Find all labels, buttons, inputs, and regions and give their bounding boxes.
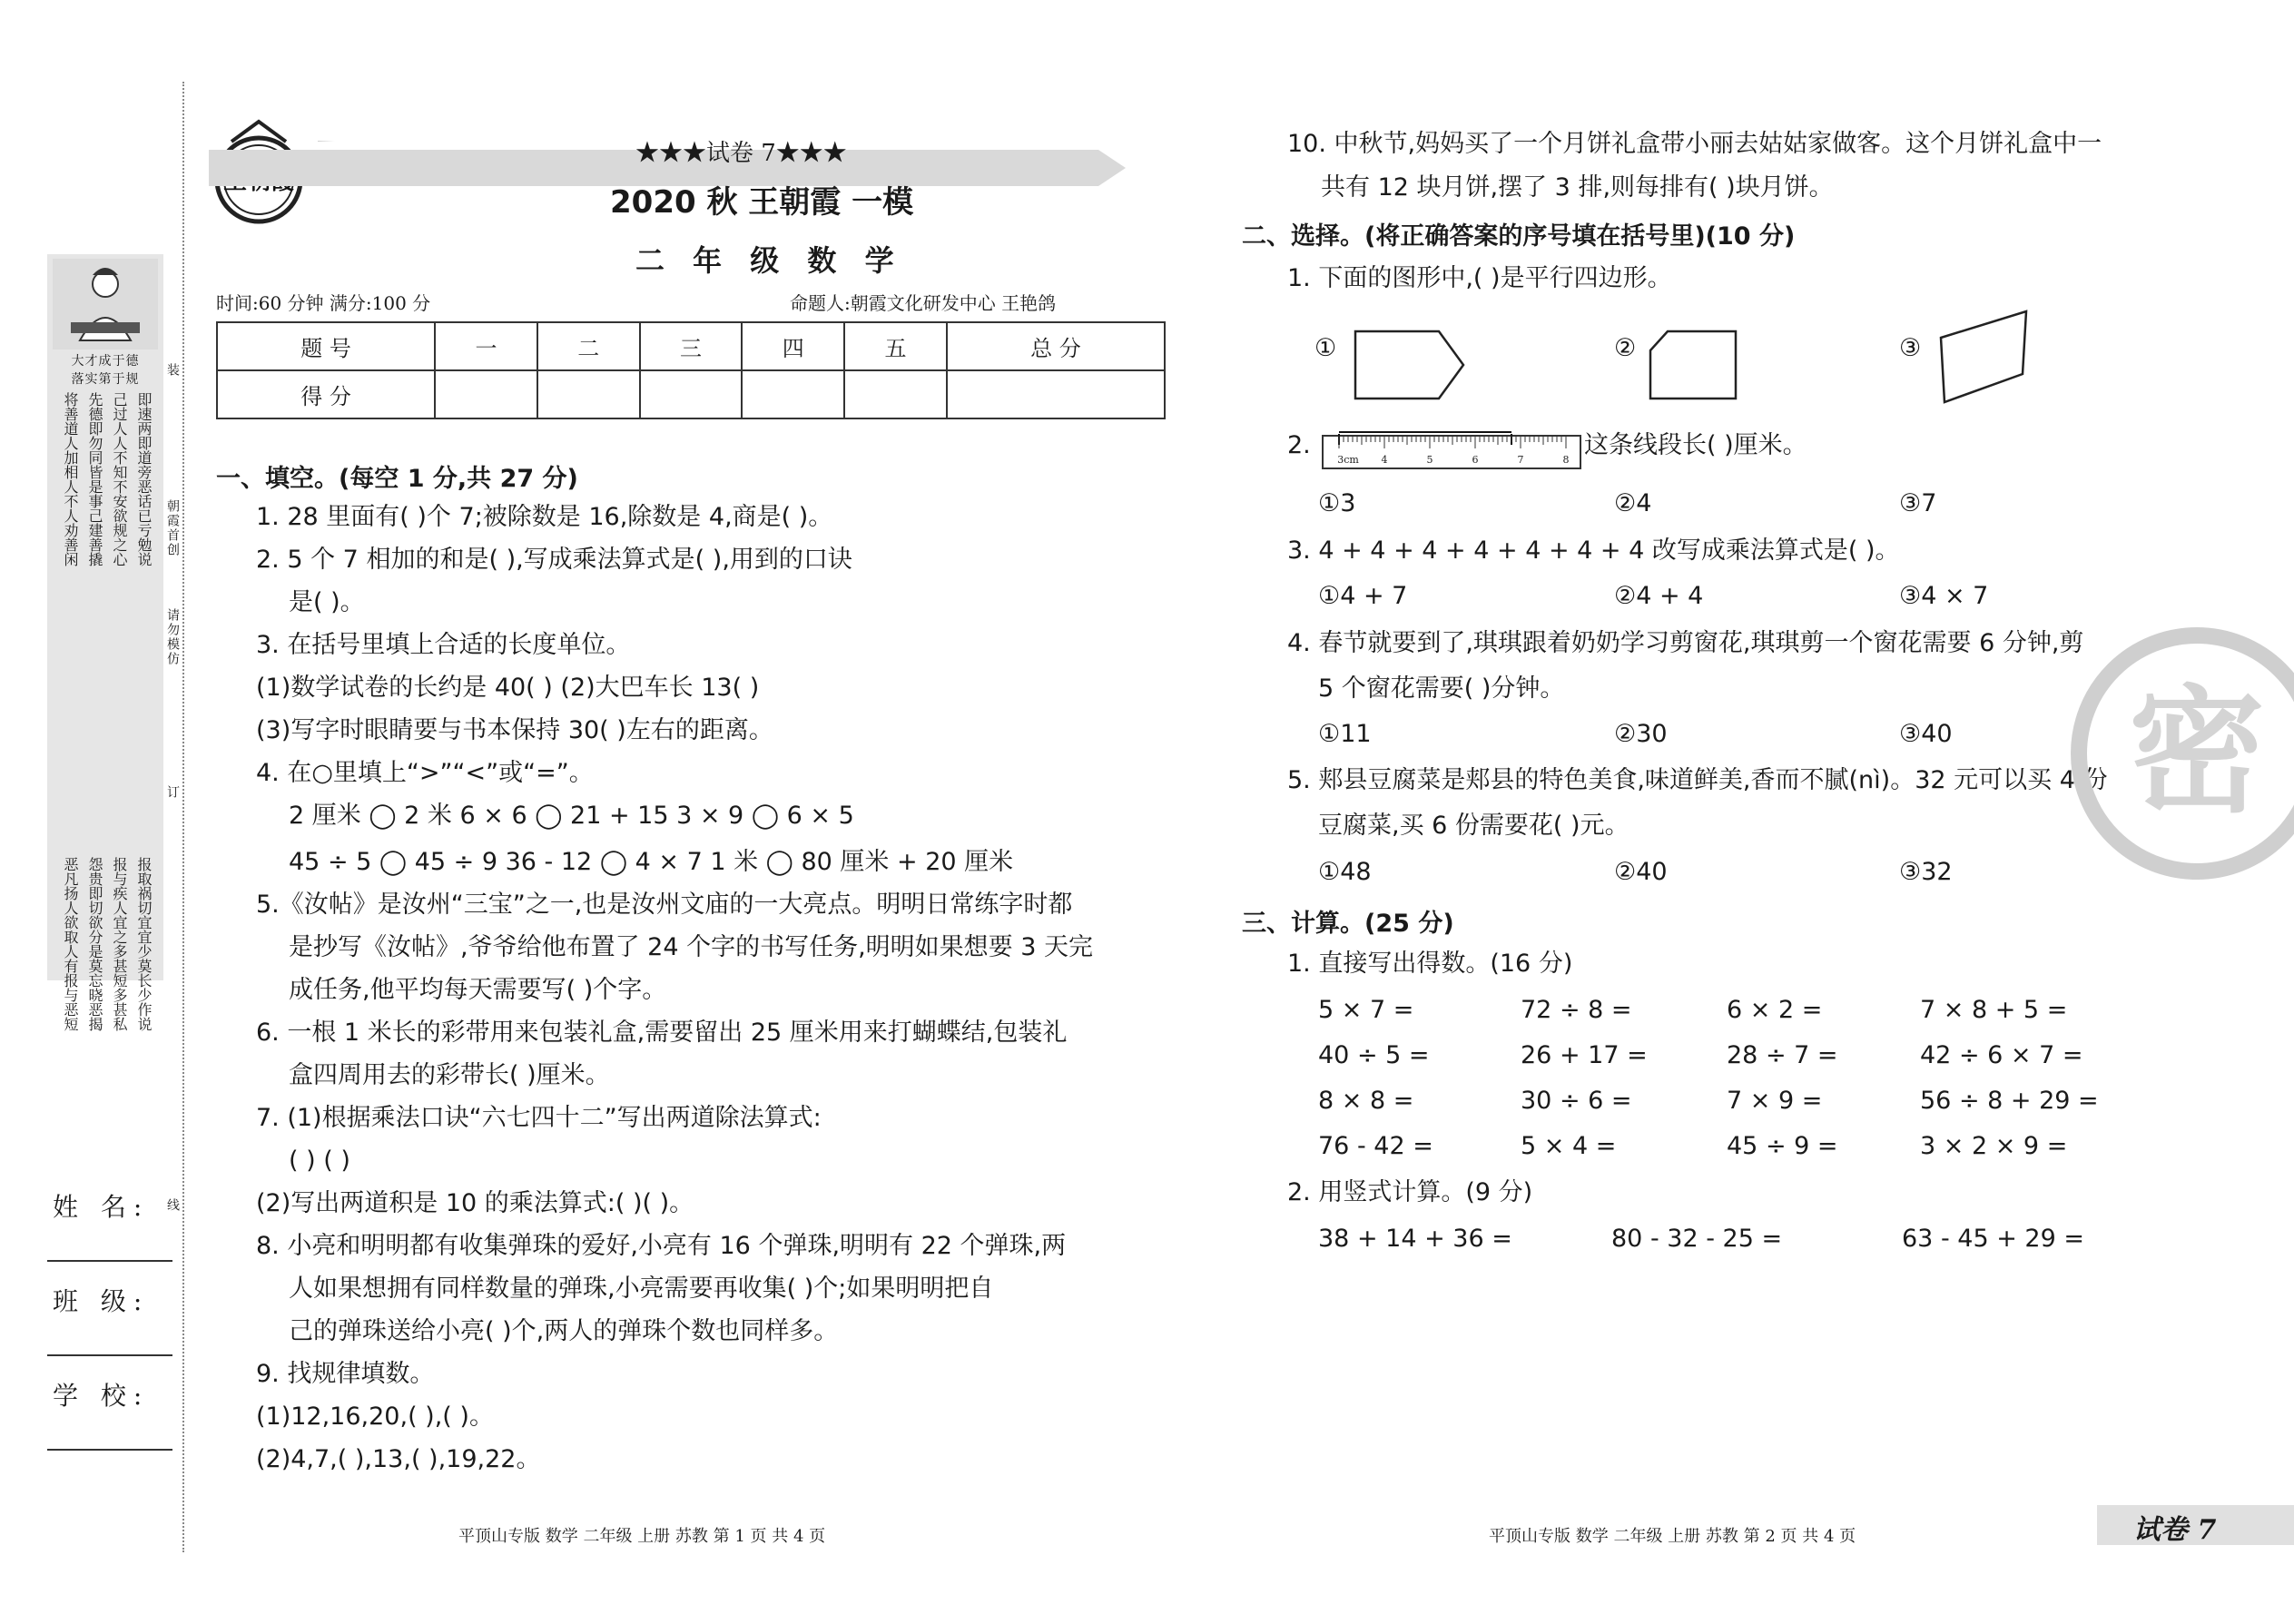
score-cell: 得 分 bbox=[217, 370, 435, 418]
motto-line-2: 落实第于规 bbox=[71, 372, 140, 387]
score-cell: 四 bbox=[742, 322, 844, 370]
question-line: 是抄写《汝帖》,爷爷给他布置了 24 个字的书写任务,明明如果想要 3 天完 bbox=[289, 933, 1094, 961]
question-line: 1. 28 里面有( )个 7;被除数是 16,除数是 4,商是( )。 bbox=[256, 503, 833, 531]
question-10-line-2: 共有 12 块月饼,摆了 3 排,则每排有( )块月饼。 bbox=[1321, 173, 1834, 202]
question-line: 8. 小亮和明明都有收集弹珠的爱好,小亮有 16 个弹珠,明明有 22 个弹珠,两 bbox=[256, 1232, 1067, 1260]
calc-item: 72 ÷ 8 = bbox=[1521, 996, 1632, 1024]
score-input-cell[interactable] bbox=[844, 370, 947, 418]
choice-option: ②4 bbox=[1614, 489, 1652, 517]
question-line: (2)写出两道积是 10 的乘法算式:( )( )。 bbox=[256, 1189, 694, 1217]
calc-item: 56 ÷ 8 + 29 = bbox=[1920, 1087, 2099, 1115]
footer-left: 平顶山专版 数学 二年级 上册 苏教 第 1 页 共 4 页 bbox=[458, 1527, 826, 1546]
score-cell: 三 bbox=[640, 322, 743, 370]
calc-item: 40 ÷ 5 = bbox=[1318, 1041, 1430, 1069]
calc-item: 7 × 8 + 5 = bbox=[1920, 996, 2068, 1024]
question-line: 7. (1)根据乘法口诀“六七四十二”写出两道除法算式: bbox=[256, 1104, 822, 1132]
choice-2-question: 这条线段长( )厘米。 bbox=[1584, 431, 1807, 459]
question-line: 45 ÷ 5 ◯ 45 ÷ 9 36 - 12 ◯ 4 × 7 1 米 ◯ 80 厘米 + 20 厘米 bbox=[289, 848, 1014, 876]
stamp-char: 密 bbox=[2128, 674, 2266, 832]
score-input-cell[interactable] bbox=[947, 370, 1165, 418]
exam-author: 命题人:朝霞文化研发中心 王艳鸽 bbox=[790, 292, 1057, 314]
scholar-portrait-icon bbox=[53, 259, 158, 349]
punch-label: 订 bbox=[165, 785, 180, 800]
choice-option: ②40 bbox=[1614, 858, 1668, 886]
choice-1-option-1: ① bbox=[1314, 334, 1337, 362]
score-input-cell[interactable] bbox=[537, 370, 640, 418]
name-label: 姓 名: bbox=[53, 1192, 150, 1222]
question-line: 人如果想拥有同样数量的弹珠,小亮需要再收集( )个;如果明明把自 bbox=[289, 1275, 994, 1303]
choice-option: ①48 bbox=[1318, 858, 1372, 886]
vertical-calc-item: 80 - 32 - 25 = bbox=[1611, 1225, 1783, 1253]
exam-time-info: 时间:60 分钟 满分:100 分 bbox=[216, 292, 431, 314]
ruler-label: 6 bbox=[1472, 454, 1479, 466]
question-line: 2. 5 个 7 相加的和是( ),写成乘法算式是( ),用到的口诀 bbox=[256, 546, 852, 574]
class-field[interactable] bbox=[47, 1354, 172, 1356]
sidebar-motto bbox=[53, 352, 158, 389]
question-line: 9. 找规律填数。 bbox=[256, 1360, 435, 1388]
calc-item: 3 × 2 × 9 = bbox=[1920, 1132, 2068, 1160]
calc-item: 8 × 8 = bbox=[1318, 1087, 1414, 1115]
choice-2-number: 2. bbox=[1287, 431, 1311, 459]
parallelogram-shape-icon bbox=[1935, 309, 2031, 408]
score-table-score-row bbox=[217, 370, 1165, 418]
choice-5-line-2: 豆腐菜,买 6 份需要花( )元。 bbox=[1318, 812, 1629, 840]
verse-col: 将善道人加相人不人劝善闲 bbox=[62, 392, 79, 566]
verse-col: 恶凡扬人欲取人有报与恶短 bbox=[62, 857, 79, 1031]
section-2-heading: 二、选择。(将正确答案的序号填在括号里)(10 分) bbox=[1242, 222, 1796, 251]
paper-id: ★★★试卷 7★★★ bbox=[635, 140, 847, 167]
question-line: 2 厘米 ◯ 2 米 6 × 6 ◯ 21 + 15 3 × 9 ◯ 6 × 5 bbox=[289, 802, 854, 830]
vertical-calc-item: 38 + 14 + 36 = bbox=[1318, 1225, 1512, 1253]
calc-2-heading: 2. 用竖式计算。(9 分) bbox=[1287, 1178, 1533, 1206]
calc-item: 45 ÷ 9 = bbox=[1727, 1132, 1838, 1160]
sidebar-tag: 请勿模仿 bbox=[165, 608, 180, 666]
choice-1-option-2: ② bbox=[1614, 334, 1637, 362]
choice-option: ③4 × 7 bbox=[1899, 582, 1989, 610]
question-line: 是( )。 bbox=[289, 588, 365, 616]
choice-option: ①3 bbox=[1318, 489, 1356, 517]
question-line: (1)12,16,20,( ),( )。 bbox=[256, 1403, 494, 1431]
choice-option: ①4 + 7 bbox=[1318, 582, 1408, 610]
question-line: ( ) ( ) bbox=[289, 1147, 350, 1175]
score-input-cell[interactable] bbox=[742, 370, 844, 418]
motto-line-1: 大才成于德 bbox=[71, 354, 140, 369]
class-label: 班 级: bbox=[53, 1286, 150, 1316]
verse-col: 即速两即道旁恶话已亏勉说 bbox=[135, 392, 153, 566]
punch-label: 装 bbox=[165, 363, 180, 378]
question-line: 4. 在○里填上“>”“<”或“=”。 bbox=[256, 759, 594, 787]
verse-col: 报与疾人宜之多甚短多甚私 bbox=[111, 857, 128, 1031]
school-label: 学 校: bbox=[53, 1381, 150, 1411]
cut-line bbox=[182, 82, 184, 1552]
score-cell: 题 号 bbox=[217, 322, 435, 370]
choice-option: ②30 bbox=[1614, 720, 1668, 748]
calc-item: 5 × 4 = bbox=[1521, 1132, 1617, 1160]
confidential-stamp-icon bbox=[2070, 626, 2294, 881]
choice-option: ③32 bbox=[1899, 858, 1953, 886]
question-line: 己的弹珠送给小亮( )个,两人的弹珠个数也同样多。 bbox=[289, 1317, 839, 1345]
footer-right: 平顶山专版 数学 二年级 上册 苏教 第 2 页 共 4 页 bbox=[1489, 1527, 1856, 1546]
sidebar-verse bbox=[56, 392, 154, 1031]
punch-label: 线 bbox=[165, 1198, 180, 1213]
choice-5-line-1: 5. 郏县豆腐菜是郏县的特色美食,味道鲜美,香而不腻(nì)。32 元可以买 4 份 bbox=[1287, 766, 2108, 794]
score-input-cell[interactable] bbox=[435, 370, 537, 418]
score-cell: 二 bbox=[537, 322, 640, 370]
question-line: (2)4,7,( ),13,( ),19,22。 bbox=[256, 1445, 541, 1473]
ruler-label: 7 bbox=[1517, 454, 1524, 466]
choice-4-line-2: 5 个窗花需要( )分钟。 bbox=[1318, 674, 1565, 703]
ruler-label: 8 bbox=[1562, 454, 1570, 466]
calc-item: 26 + 17 = bbox=[1521, 1041, 1648, 1069]
verse-col: 怨贵即切欲分是莫忘晓恶揭 bbox=[86, 857, 103, 1031]
exam-title: 2020 秋 王朝霞 一模 bbox=[610, 184, 914, 221]
score-cell: 五 bbox=[844, 322, 947, 370]
ruler-label: 3cm bbox=[1337, 454, 1359, 466]
calc-item: 7 × 9 = bbox=[1727, 1087, 1823, 1115]
verse-col: 己过人人不知不安欲规之心 bbox=[111, 392, 128, 566]
question-line: 6. 一根 1 米长的彩带用来包装礼盒,需要留出 25 厘米用来打蝴蝶结,包装礼 bbox=[256, 1019, 1068, 1047]
question-line: 5.《汝帖》是汝州“三宝”之一,也是汝州文庙的一大亮点。明明日常练字时都 bbox=[256, 891, 1073, 919]
subject-title: 二 年 级 数 学 bbox=[635, 243, 903, 278]
question-line: (3)写字时眼睛要与书本保持 30( )左右的距离。 bbox=[256, 716, 773, 744]
calc-1-heading: 1. 直接写出得数。(16 分) bbox=[1287, 950, 1573, 978]
calc-item: 5 × 7 = bbox=[1318, 996, 1414, 1024]
calc-item: 30 ÷ 6 = bbox=[1521, 1087, 1632, 1115]
ruler-label: 4 bbox=[1381, 454, 1388, 466]
verse-col: 报取祸切宜宜少莫长少作说 bbox=[135, 857, 153, 1031]
ruler-label: 5 bbox=[1426, 454, 1433, 466]
calc-item: 76 - 42 = bbox=[1318, 1132, 1433, 1160]
score-table bbox=[216, 321, 1166, 419]
choice-3-question: 3. 4 + 4 + 4 + 4 + 4 + 4 + 4 改写成乘法算式是( )。 bbox=[1287, 536, 1900, 565]
choice-1-question: 1. 下面的图形中,( )是平行四边形。 bbox=[1287, 264, 1672, 292]
vertical-calc-item: 63 - 45 + 29 = bbox=[1902, 1225, 2084, 1253]
section-1-heading: 一、填空。(每空 1 分,共 27 分) bbox=[216, 465, 578, 493]
ruler-icon bbox=[1321, 428, 1584, 474]
school-field[interactable] bbox=[47, 1449, 172, 1451]
calc-item: 28 ÷ 7 = bbox=[1727, 1041, 1838, 1069]
score-input-cell[interactable] bbox=[640, 370, 743, 418]
section-3-heading: 三、计算。(25 分) bbox=[1242, 910, 1454, 938]
question-10-line-1: 10. 中秋节,妈妈买了一个月饼礼盒带小丽去姑姑家做客。这个月饼礼盒中一 bbox=[1287, 130, 2102, 158]
name-field[interactable] bbox=[47, 1260, 172, 1262]
choice-option: ②4 + 4 bbox=[1614, 582, 1704, 610]
question-line: (1)数学试卷的长约是 40( ) (2)大巴车长 13( ) bbox=[256, 674, 760, 702]
choice-1-option-3: ③ bbox=[1899, 334, 1922, 362]
score-table-header-row bbox=[217, 322, 1165, 370]
choice-option: ③40 bbox=[1899, 720, 1953, 748]
choice-option: ③7 bbox=[1899, 489, 1937, 517]
score-cell: 总 分 bbox=[947, 322, 1165, 370]
calc-item: 42 ÷ 6 × 7 = bbox=[1920, 1041, 2083, 1069]
question-line: 3. 在括号里填上合适的长度单位。 bbox=[256, 631, 631, 659]
trapezoid-shape-icon bbox=[1648, 329, 1738, 401]
verse-col: 先德即勿同皆是事己建善撬 bbox=[86, 392, 103, 566]
question-line: 盒四周用去的彩带长( )厘米。 bbox=[289, 1061, 610, 1089]
sidebar-tag: 朝霞首创 bbox=[165, 499, 180, 557]
pentagon-shape-icon bbox=[1353, 329, 1466, 401]
choice-option: ①11 bbox=[1318, 720, 1372, 748]
question-line: 成任务,他平均每天需要写( )个字。 bbox=[289, 976, 667, 1004]
score-cell: 一 bbox=[435, 322, 537, 370]
calc-item: 6 × 2 = bbox=[1727, 996, 1823, 1024]
footer-paper-tag: 试卷 7 bbox=[2133, 1514, 2217, 1546]
choice-4-line-1: 4. 春节就要到了,琪琪跟着奶奶学习剪窗花,琪琪剪一个窗花需要 6 分钟,剪 bbox=[1287, 629, 2084, 657]
